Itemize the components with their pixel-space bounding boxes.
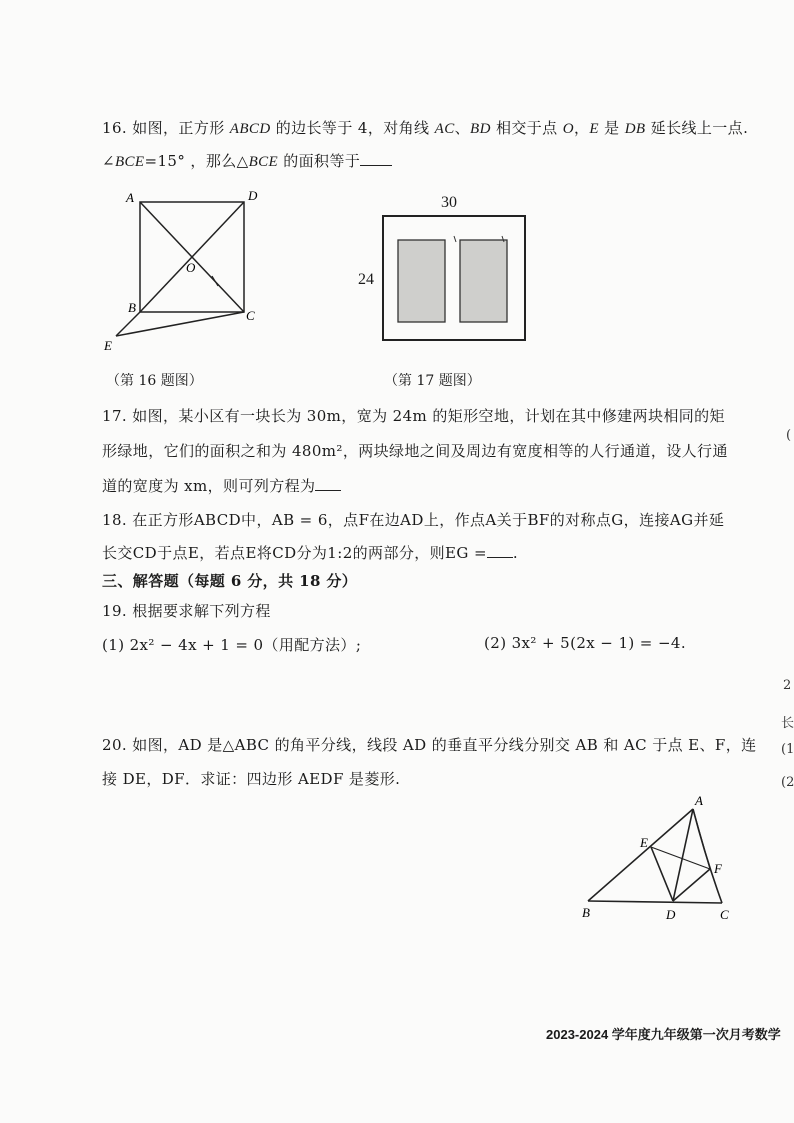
q20-line1: 20. 如图，AD 是△ABC 的角平分线，线段 AD 的垂直平分线分别交 AB 和 AC 于点 E、F，连 bbox=[102, 736, 757, 754]
label-o: O bbox=[186, 260, 196, 275]
q19-part2: (2) 3x² + 5(2x − 1) = −4. bbox=[484, 634, 687, 652]
fig20-triangle-diagram bbox=[578, 795, 748, 925]
fig16-caption: （第 16 题图） bbox=[106, 373, 203, 389]
answer-blank[interactable] bbox=[315, 478, 341, 491]
q18-line2: 长交CD于点E，若点E将CD分为1:2的两部分，则EG = . bbox=[102, 544, 519, 562]
q19-title: 19. 根据要求解下列方程 bbox=[102, 602, 271, 620]
q16-line1: 16. 如图，正方形 ABCD 的边长等于 4，对角线 AC、BD 相交于点 O，E 是 DB 延长线上一点. bbox=[102, 119, 749, 137]
fig17-caption: （第 17 题图） bbox=[384, 373, 481, 389]
q19-part1: (1) 2x² − 4x + 1 = 0（用配方法）; bbox=[102, 636, 362, 654]
edge-fragment: 长 bbox=[781, 716, 794, 731]
mark-tick bbox=[212, 276, 218, 286]
fig17-height-label: 24 bbox=[358, 271, 374, 288]
label-d: D bbox=[248, 188, 258, 203]
q17-line1: 17. 如图，某小区有一块长为 30m，宽为 24m 的矩形空地，计划在其中修建两块相同的矩 bbox=[102, 407, 725, 425]
answer-blank[interactable] bbox=[487, 545, 513, 558]
label-c: C bbox=[246, 308, 255, 323]
q16-line2: ∠BCE=15° ，那么△BCE 的面积等于 bbox=[102, 150, 392, 171]
page-footer: 2023-2024 学年度九年级第一次月考数学 bbox=[546, 1027, 781, 1042]
label-b: B bbox=[582, 905, 590, 920]
q20-line2: 接 DE，DF．求证：四边形 AEDF 是菱形. bbox=[102, 770, 401, 788]
label-d: D bbox=[666, 907, 676, 922]
segment-ed bbox=[651, 847, 673, 901]
answer-blank[interactable] bbox=[360, 153, 392, 166]
q17-line2: 形绿地，它们的面积之和为 480m²，两块绿地之间及周边有宽度相等的人行通道，设人行通 bbox=[102, 442, 728, 460]
label-b: B bbox=[128, 300, 136, 315]
label-a: A bbox=[126, 190, 134, 205]
fig16-square-diagram bbox=[100, 188, 280, 358]
edge-fragment: (2 bbox=[781, 775, 794, 790]
segment-ec bbox=[116, 312, 244, 336]
q17-line3: 道的宽度为 xm，则可列方程为 bbox=[102, 475, 341, 496]
green-plot-right bbox=[460, 240, 507, 322]
label-e: E bbox=[640, 835, 648, 850]
fig17-width-label: 30 bbox=[441, 194, 457, 211]
label-e: E bbox=[104, 338, 112, 353]
side-ab bbox=[588, 809, 693, 901]
fig17-rectangle-diagram bbox=[380, 212, 530, 342]
edge-fragment: ( bbox=[786, 428, 792, 443]
green-plot-left bbox=[398, 240, 445, 322]
section-title: 三、解答题（每题 6 分，共 18 分） bbox=[102, 572, 358, 590]
q18-line1: 18. 在正方形ABCD中，AB = 6，点F在边AD上，作点A关于BF的对称点G，连接AG并延 bbox=[102, 511, 725, 529]
segment-af bbox=[693, 809, 710, 869]
label-a: A bbox=[695, 795, 703, 808]
label-f: F bbox=[714, 861, 722, 876]
edge-fragment: (1 bbox=[781, 742, 794, 757]
label-c: C bbox=[720, 907, 729, 922]
side-bc bbox=[588, 901, 722, 903]
edge-fragment: 2 bbox=[783, 678, 792, 693]
